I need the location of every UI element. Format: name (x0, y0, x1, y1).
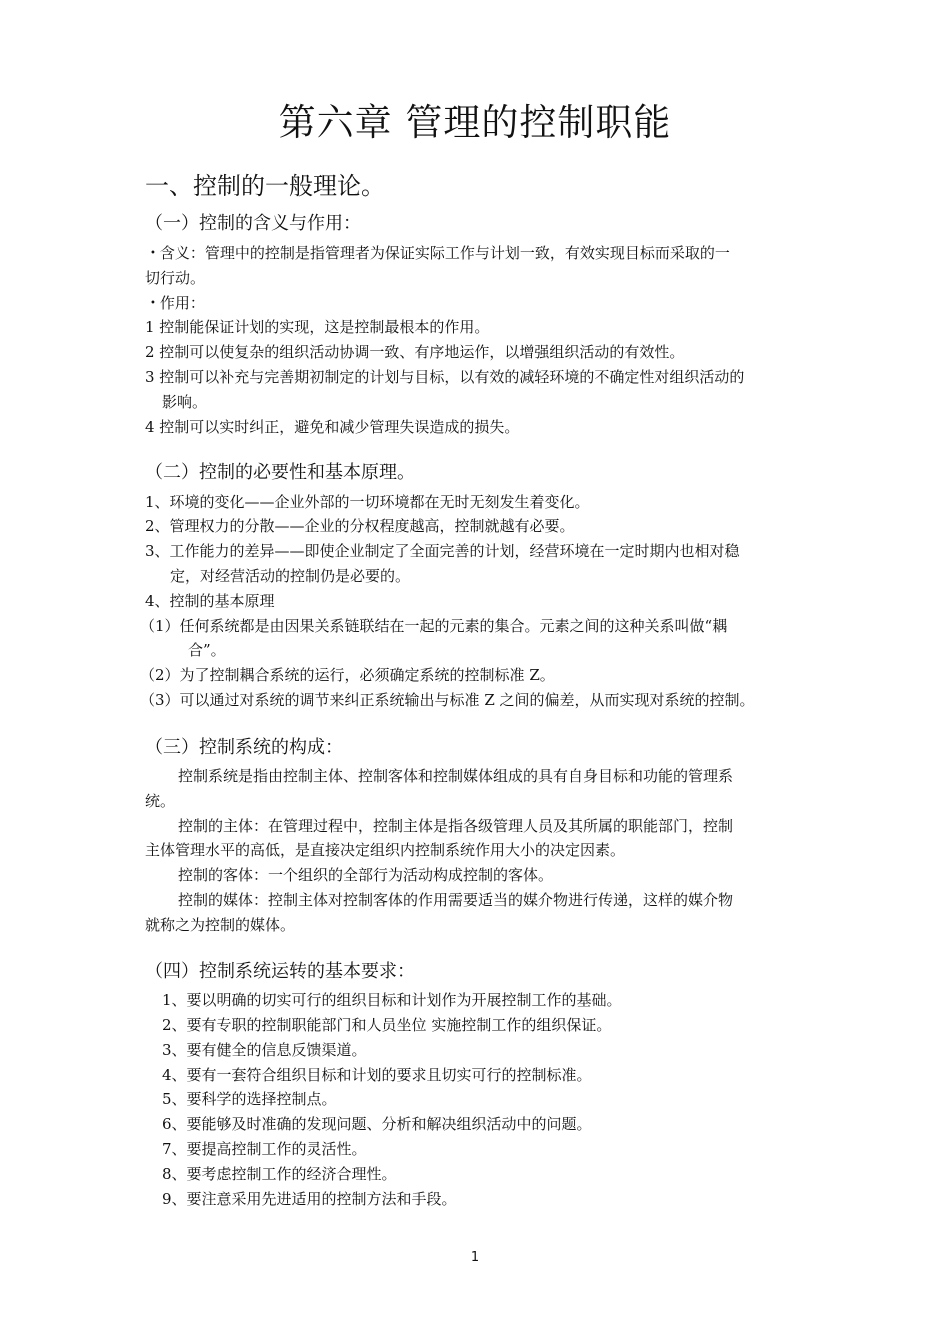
list-item: 4、要有一套符合组织目标和计划的要求且切实可行的控制标准。 (162, 1066, 592, 1084)
section-heading: 一、控制的一般理论。 (145, 172, 385, 200)
subsection-heading-2: （二）控制的必要性和基本原理。 (145, 462, 415, 483)
paragraph-line: 控制系统是指由控制主体、控制客体和控制媒体组成的具有自身目标和功能的管理系 (178, 767, 734, 785)
list-item: 7、要提高控制工作的灵活性。 (162, 1140, 367, 1158)
list-item: 4、控制的基本原理 (145, 592, 275, 610)
list-item: 1、要以明确的切实可行的组织目标和计划作为开展控制工作的基础。 (162, 991, 622, 1009)
list-item: 2、要有专职的控制职能部门和人员坐位 实施控制工作的组织保证。 (162, 1016, 612, 1034)
page-number: 1 (470, 1250, 480, 1265)
list-item: 1、环境的变化——企业外部的一切环境都在无时无刻发生着变化。 (145, 493, 590, 511)
meaning-line (150, 243, 730, 264)
list-item: 6、要能够及时准确的发现问题、分析和解决组织活动中的问题。 (162, 1115, 592, 1133)
bullet-icon: • (150, 248, 156, 259)
list-item: 1 控制能保证计划的实现，这是控制最根本的作用。 (145, 318, 490, 336)
subsection-heading-3: （三）控制系统的构成： (145, 737, 343, 758)
bullet-icon: • (150, 298, 156, 309)
list-item: 2、管理权力的分散——企业的分权程度越高，控制就越有必要。 (145, 517, 575, 535)
paragraph-line: 控制的媒体：控制主体对控制客体的作用需要适当的媒介物进行传递，这样的媒介物 (178, 891, 734, 909)
list-item: （1）任何系统都是由因果关系链联结在一起的元素的集合。元素之间的这种关系叫做“耦 (140, 617, 728, 635)
list-item-cont: 定，对经营活动的控制仍是必要的。 (170, 567, 411, 585)
list-item: 3 控制可以补充与完善期初制定的计划与目标，以有效的减轻环境的不确定性对组织活动的 (145, 368, 745, 386)
paragraph-line: 控制的客体：一个组织的全部行为活动构成控制的客体。 (178, 866, 554, 884)
chapter-title: 第六章 管理的控制职能 (278, 101, 672, 144)
paragraph-line: 主体管理水平的高低，是直接决定组织内控制系统作用大小的决定因素。 (145, 841, 626, 859)
list-item-cont: 影响。 (162, 393, 208, 411)
meaning-text: 含义：管理中的控制是指管理者为保证实际工作与计划一致，有效实现目标而采取的一 (159, 244, 730, 262)
list-item: 3、要有健全的信息反馈渠道。 (162, 1041, 367, 1059)
role-text: 作用： (159, 294, 205, 312)
list-item: 3、工作能力的差异——即使企业制定了全面完善的计划，经营环境在一定时期内也相对稳 (145, 542, 740, 560)
meaning-line-cont: 切行动。 (145, 269, 206, 287)
list-item: 8、要考虑控制工作的经济合理性。 (162, 1165, 397, 1183)
role-line (150, 293, 205, 314)
paragraph-line: 控制的主体：在管理过程中，控制主体是指各级管理人员及其所属的职能部门，控制 (178, 817, 734, 835)
subsection-heading-1: （一）控制的含义与作用： (145, 213, 361, 234)
list-item: 4 控制可以实时纠正，避免和减少管理失误造成的损失。 (145, 418, 520, 436)
list-item: 5、要科学的选择控制点。 (162, 1090, 337, 1108)
list-item: 2 控制可以使复杂的组织活动协调一致、有序地运作，以增强组织活动的有效性。 (145, 343, 685, 361)
list-item: （2）为了控制耦合系统的运行，必须确定系统的控制标准 Z。 (140, 666, 555, 684)
paragraph-line: 就称之为控制的媒体。 (145, 916, 296, 934)
list-item: 9、要注意采用先进适用的控制方法和手段。 (162, 1190, 457, 1208)
list-item-cont: 合”。 (188, 641, 226, 659)
list-item: （3）可以通过对系统的调节来纠正系统输出与标准 Z 之间的偏差，从而实现对系统的控制。 (140, 691, 755, 709)
paragraph-line: 统。 (145, 792, 176, 810)
subsection-heading-4: （四）控制系统运转的基本要求： (145, 961, 415, 982)
